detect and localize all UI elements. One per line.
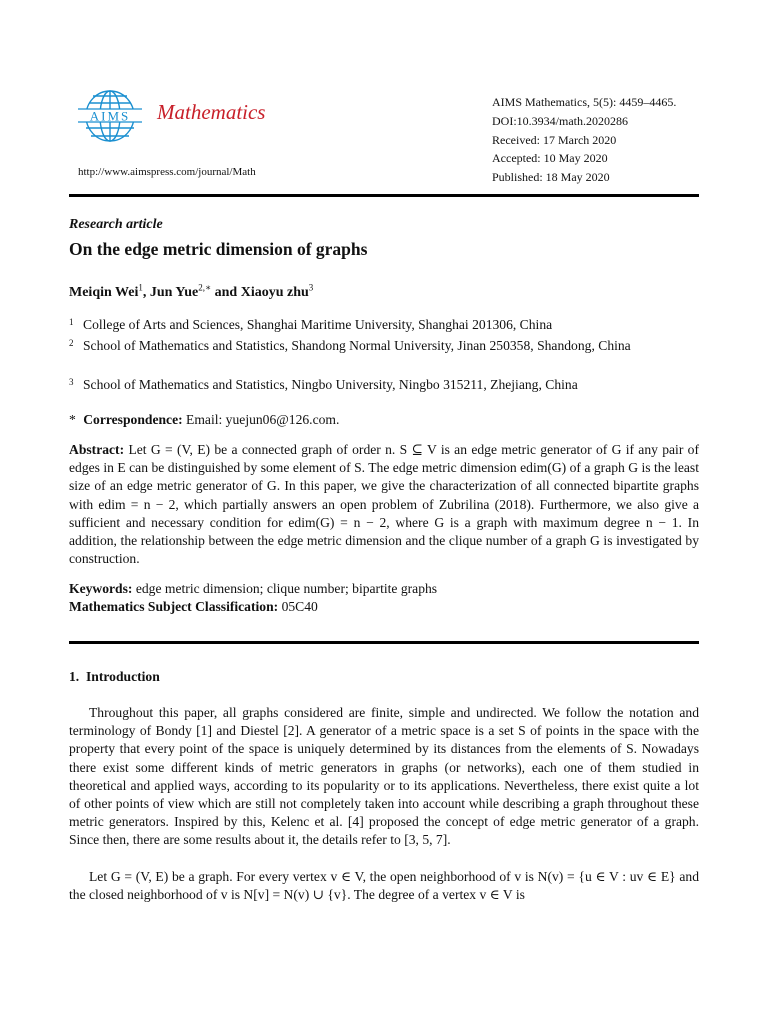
section-heading: 1. Introduction [69, 669, 160, 684]
affiliation [69, 316, 699, 334]
author-affiliation-mark: 2,∗ [198, 282, 212, 293]
abstract-text: Let G = (V, E) be a connected graph of order n. S ⊆ V is an edge metric generator of G if any pair of edges in E can be distinguished by some element of S. The edge metric dimension edim(G) of a graph G is the least size of an edge metric generator of G. In this paper, we give the characterization of all connected bipartite graphs with edim = n − 2, which partially answers an open problem of Zubrilina (2018). Furthermore, we also give a sufficient and necessary condition for edim(G) = n − 2, where G is a graph with maximum degree n − 1. In addition, the relationship between the edge metric dimension and the clique number of a graph G is investigated by construction. [69, 442, 699, 567]
msc-label: Mathematics Subject Classification: [69, 599, 279, 614]
author-name: Xiaoyu zhu [240, 285, 309, 300]
keywords-text: edge metric dimension; clique number; bipartite graphs [135, 581, 438, 596]
author-affiliation-mark: 3 [308, 282, 314, 293]
author-name: Jun Yue [149, 285, 199, 300]
author-name: Meiqin Wei [69, 285, 139, 300]
correspondence [69, 411, 339, 429]
abstract-divider [69, 641, 699, 644]
doi[interactable]: DOI:10.3934/math.2020286 [492, 113, 628, 128]
affiliation-text: School of Mathematics and Statistics, Shandong Normal University, Jinan 250358, Shandong, China [83, 338, 631, 353]
journal-name: Mathematics [157, 100, 266, 124]
correspondence-label: Correspondence: [83, 412, 183, 427]
body-paragraph: Throughout this paper, all graphs considered are finite, simple and undirected. We follow the notation and terminology of Bondy [1] and Diestel [2]. A generator of a metric space is a set S of points in the space with the property that every point of the space is uniquely determined by its distances from the elements of S. Nowadays there exist some different kinds of metric generators in graphs (or networks), each one of them studied in theoretical and applied ways, according to its popularity or to its applications. Nevertheless, there exist quite a lot of other points of view which are still not completely taken into account while describing a graph throughout these metric generators. Inspired by this, Kelenc et al. [4] proposed the concept of edge metric generator of a graph. Since then, there are some results about it, the details refer to [3, 5, 7]. [69, 705, 699, 848]
article-type: Research article [69, 217, 163, 232]
globe-logo-icon [76, 88, 144, 144]
publication-meta [492, 93, 676, 187]
keywords [69, 580, 437, 598]
correspondence-email[interactable]: Email: yuejun06@126.com. [186, 412, 340, 427]
author-list [69, 284, 313, 302]
body-paragraph: Let G = (V, E) be a graph. For every vertex v ∈ V, the open neighborhood of v is N(v) = {u ∈ V : uv ∈ E} and the closed neighborhood of v is N[v] = N(v) ∪ {v}. The degree of a vertex v ∈ V is [69, 869, 699, 903]
abstract [69, 441, 699, 568]
affiliation-number: 1 [69, 317, 74, 327]
journal-logo [76, 88, 144, 144]
correspondence-star: * [69, 412, 76, 427]
abstract-label: Abstract: [69, 442, 125, 457]
article-title: On the edge metric dimension of graphs [69, 239, 368, 259]
received-date: Received: 17 March 2020 [492, 132, 617, 147]
header-divider [69, 194, 699, 197]
affiliation [69, 337, 699, 373]
published-date: Published: 18 May 2020 [492, 170, 610, 185]
affiliation-number: 2 [69, 338, 74, 348]
affiliation [69, 376, 699, 394]
affiliation-text: College of Arts and Sciences, Shanghai Maritime University, Shanghai 201306, China [83, 317, 553, 332]
accepted-date: Accepted: 10 May 2020 [492, 151, 608, 166]
msc [69, 598, 318, 616]
affiliation-text: School of Mathematics and Statistics, Ningbo University, Ningbo 315211, Zhejiang, China [83, 377, 578, 392]
citation: AIMS Mathematics, 5(5): 4459–4465. [492, 95, 677, 109]
msc-text: 05C40 [281, 599, 318, 614]
affiliation-number: 3 [69, 377, 74, 387]
author-and: and [211, 285, 241, 300]
journal-url[interactable]: http://www.aimspress.com/journal/Math [78, 166, 256, 178]
logo-text: AIMS [89, 108, 131, 124]
author-separator: , [142, 285, 150, 300]
keywords-label: Keywords: [69, 581, 133, 596]
author-affiliation-mark: 1 [138, 282, 143, 293]
